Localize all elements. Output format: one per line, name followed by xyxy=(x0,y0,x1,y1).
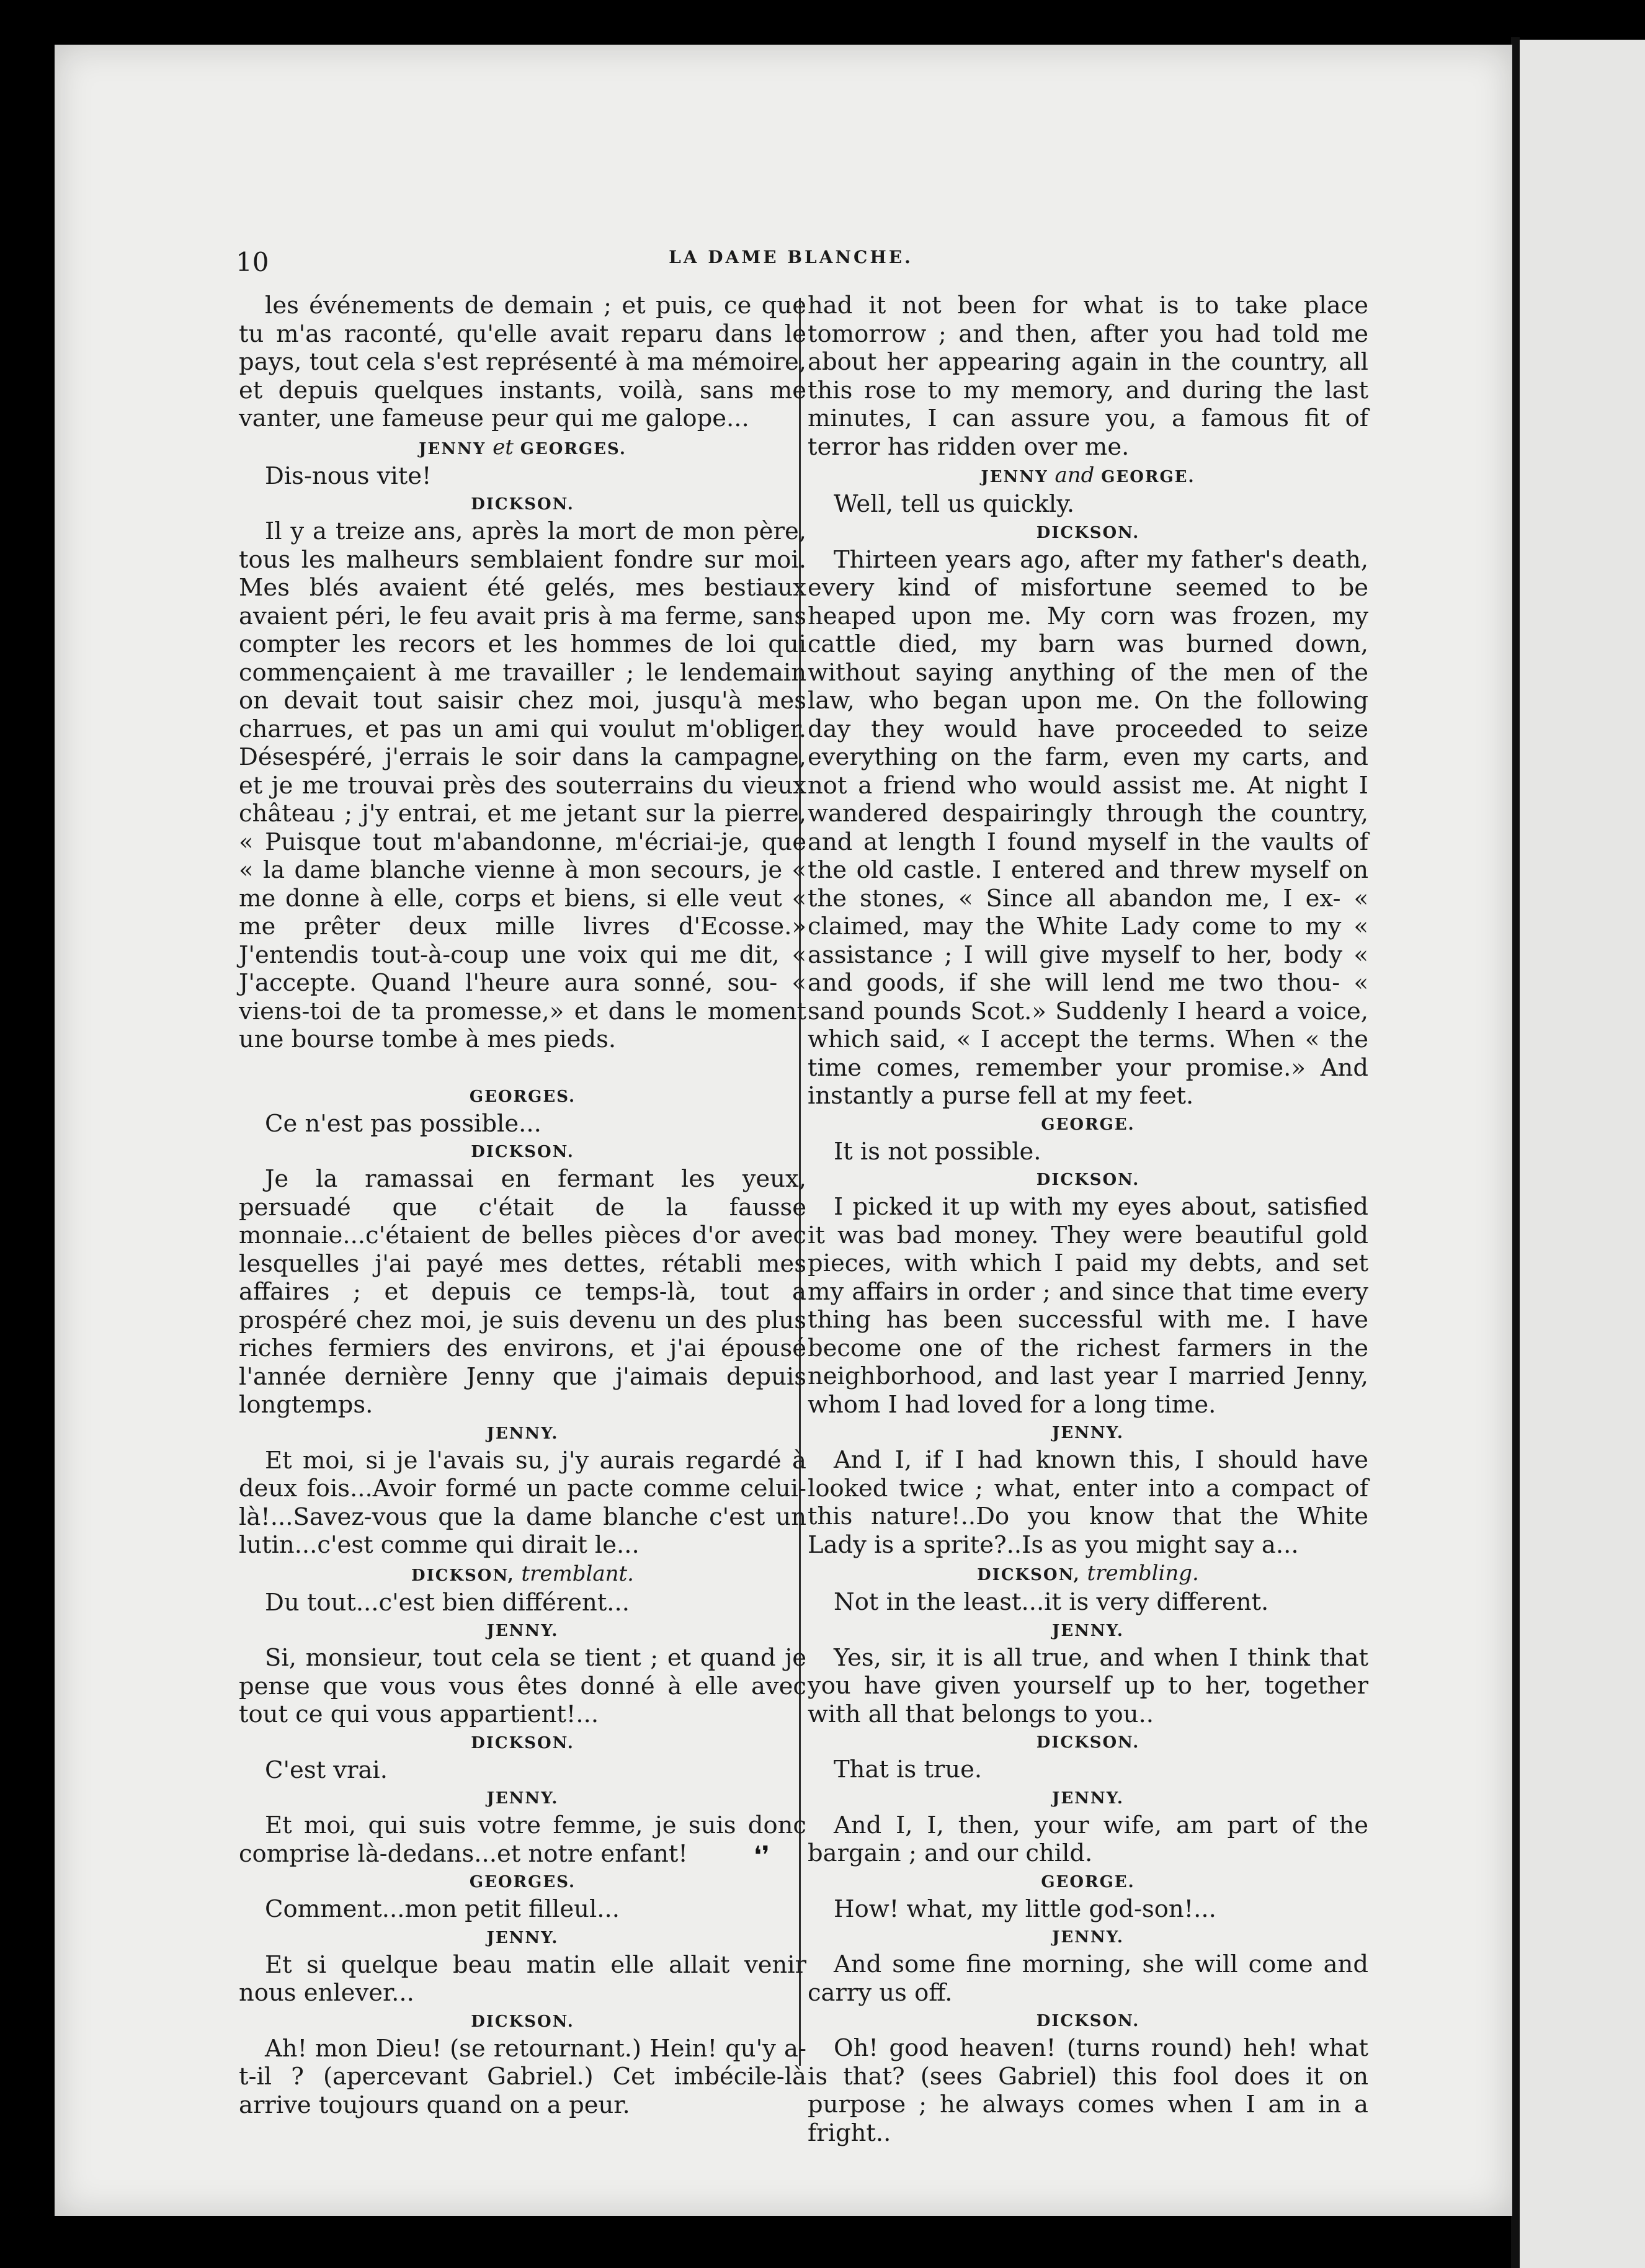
french-column xyxy=(239,292,806,2119)
speaker-name xyxy=(239,491,806,517)
speaker-label: DICKSON. xyxy=(471,495,574,514)
speaker-label: DICKSON. xyxy=(471,1733,574,1752)
speaker-name xyxy=(239,1785,806,1811)
speaker-name xyxy=(808,1730,1368,1756)
speaker-name xyxy=(808,1167,1368,1193)
speaker-label: JENNY xyxy=(419,439,486,458)
dialogue-line: Ce n'est pas possible... xyxy=(265,1109,542,1138)
speaker-name xyxy=(808,1560,1368,1588)
speaker-label: GEORGES. xyxy=(469,1087,576,1106)
dialogue-line: Dis-nous vite! xyxy=(265,462,432,490)
speaker-name xyxy=(239,1139,806,1165)
dialogue-paragraph: And I, I, then, your wife, am part of the bargain ; and our child. xyxy=(808,1811,1368,1867)
dialogue-line: That is true. xyxy=(834,1756,983,1784)
speaker-name xyxy=(239,1618,806,1644)
dialogue-paragraph: les événements de demain ; et puis, ce que tu m'as raconté, qu'elle avait reparu dans le pays, tout cela s'est représenté à ma mémoire, et depuis quelques instants, voilà, sans me vanter, une fameuse peur qui me galope... xyxy=(239,292,806,432)
speaker-label: JENNY. xyxy=(486,1424,559,1443)
stage-direction: tremblant. xyxy=(514,1561,634,1586)
page-number: 10 xyxy=(236,247,269,277)
stage-direction: trembling. xyxy=(1080,1561,1199,1586)
dialogue-paragraph: I picked it up with my eyes about, satisfied it was bad money. They were beautiful gold pieces, with which I paid my debts, and set my affairs in order ; and since that time every thing has been successful with me. I have become one of the richest farmers in the neighborhood, and last year I married Jenny, whom I had loved for a long time. xyxy=(808,1193,1368,1419)
speaker-label: DICKSON. xyxy=(1036,2012,1140,2030)
book-gutter xyxy=(1511,37,1520,2268)
speaker-label: DICKSON. xyxy=(471,2012,574,2031)
speaker-label: DICKSON, xyxy=(977,1566,1081,1584)
speaker-name xyxy=(808,2008,1368,2034)
speaker-label: JENNY. xyxy=(486,1622,559,1640)
speaker-conjunction: and xyxy=(1048,463,1102,488)
speaker-name xyxy=(239,1561,806,1589)
speaker-label: JENNY. xyxy=(1052,1424,1124,1442)
speaker-name xyxy=(808,1924,1368,1950)
dialogue-paragraph: had it not been for what is to take place tomorrow ; and then, after you had told me about her appearing again in the country, all this rose to my memory, and during the last minutes, I can assure you, a famous fit of terror has ridden over me. xyxy=(808,292,1368,461)
dialogue-paragraph: And I, if I had known this, I should have looked twice ; what, enter into a compact of this nature!..Do you know that the White Lady is a sprite?..Is as you might say a... xyxy=(808,1446,1368,1559)
facing-page-edge xyxy=(1518,40,1645,2268)
speaker-label: DICKSON. xyxy=(1036,1171,1140,1189)
speaker-name xyxy=(239,1869,806,1895)
speaker-name xyxy=(239,434,806,462)
speaker-label: JENNY xyxy=(981,468,1048,486)
dialogue-paragraph: Et si quelque beau matin elle allait venir nous enlever... xyxy=(239,1950,806,2007)
speaker-name xyxy=(808,1785,1368,1811)
speaker-name xyxy=(239,2009,806,2035)
speaker-label: JENNY. xyxy=(486,1928,559,1947)
speaker-label: DICKSON. xyxy=(1036,523,1140,542)
speaker-name xyxy=(808,1869,1368,1895)
speaker-name xyxy=(808,1112,1368,1138)
dialogue-paragraph: Ah! mon Dieu! (se retournant.) Hein! qu'y a-t-il ? (apercevant Gabriel.) Cet imbécile-là arrive toujours quand on a peur. xyxy=(239,2034,806,2119)
speaker-name xyxy=(239,1084,806,1110)
speaker-name xyxy=(239,1421,806,1447)
dialogue-line: It is not possible. xyxy=(834,1137,1041,1166)
dialogue-line: C'est vrai. xyxy=(265,1756,388,1784)
dialogue-paragraph: Thirteen years ago, after my father's death, every kind of misfortune seemed to be heaped upon me. My corn was frozen, my cattle died, my barn was burned down, without saying anything of the men of the law, who began upon me. On the following day they would have proceeded to seize everything on the farm, even my carts, and not a friend who would assist me. At night I wandered despairingly through the country, and at length I found myself in the vaults of the old castle. I entered and threw myself on the stones, « Since all abandon me, I ex- « claimed, may the White Lady come to my « assistance ; I will give myself to her, body « and goods, if she will lend me two thou- « sand pounds Scot.» Suddenly I heard a voice, which said, « I accept the terms. When « the time comes, remember your promise.» And instantly a purse fell at my feet. xyxy=(808,545,1368,1110)
speaker-label: GEORGES. xyxy=(520,439,626,458)
spacer xyxy=(239,1054,806,1083)
speaker-label: JENNY. xyxy=(1052,1928,1124,1947)
speaker-name xyxy=(808,1618,1368,1644)
dialogue-paragraph: Et moi, si je l'avais su, j'y aurais regardé à deux fois...Avoir formé un pacte comme celui-là!...Savez-vous que la dame blanche c'est un lutin...c'est comme qui dirait le... xyxy=(239,1446,806,1559)
english-column xyxy=(808,292,1368,2147)
speaker-label: DICKSON. xyxy=(471,1143,574,1161)
dialogue-paragraph: Si, monsieur, tout cela se tient ; et quand je pense que vous vous êtes donné à elle avec tout ce qui vous appartient!... xyxy=(239,1644,806,1728)
speaker-label: GEORGE. xyxy=(1101,468,1195,486)
dialogue-paragraph: Il y a treize ans, après la mort de mon père, tous les malheurs semblaient fondre sur moi. Mes blés avaient été gelés, mes bestiaux avaient péri, le feu avait pris à ma ferme, sans compter les recors et les hommes de loi qui commençaient à me travailler ; le lendemain on devait tout saisir chez moi, jusqu'à mes charrues, et pas un ami qui voulut m'obliger. Désespéré, j'errais le soir dans la campagne, et je me trouvai près des souterrains du vieux château ; j'y entrai, et me jetant sur la pierre, « Puisque tout m'abandonne, m'écriai-je, que « la dame blanche vienne à mon secours, je « me donne à elle, corps et biens, si elle veut « me prêter deux mille livres d'Ecosse.» J'entendis tout-à-coup une voix qui me dit, « J'accepte. Quand l'heure aura sonné, sou- « viens-toi de ta promesse,» et dans le moment une bourse tombe à mes pieds. xyxy=(239,517,806,1053)
speaker-label: JENNY. xyxy=(1052,1788,1124,1808)
running-title: LA DAME BLANCHE. xyxy=(669,247,913,267)
speaker-name xyxy=(808,520,1368,546)
dialogue-paragraph: And some fine morning, she will come and carry us off. xyxy=(808,1950,1368,2007)
page-header xyxy=(180,242,1402,279)
dialogue-line: Not in the least...it is very different. xyxy=(834,1588,1269,1616)
dialogue-paragraph: Oh! good heaven! (turns round) heh! what is that? (sees Gabriel) this fool does it on purpose ; he always comes when I am in a fright.. xyxy=(808,2034,1368,2147)
dialogue-paragraph: Yes, sir, it is all true, and when I think that you have given yourself up to her, together with all that belongs to you.. xyxy=(808,1643,1368,1728)
ink-blot: ❛❜ xyxy=(754,1841,770,1870)
speaker-name xyxy=(239,1925,806,1951)
speaker-conjunction: et xyxy=(486,434,520,460)
speaker-label: GEORGES. xyxy=(469,1873,576,1891)
dialogue-line: Well, tell us quickly. xyxy=(834,490,1075,518)
speaker-label: DICKSON, xyxy=(411,1566,515,1585)
dialogue-paragraph: Et moi, qui suis votre femme, je suis donc comprise là-dedans...et notre enfant! xyxy=(239,1811,806,1868)
speaker-name xyxy=(239,1730,806,1756)
dialogue-line: How! what, my little god-son!... xyxy=(834,1895,1216,1923)
speaker-label: JENNY. xyxy=(1052,1621,1124,1640)
speaker-label: JENNY. xyxy=(486,1789,559,1808)
dialogue-line: Du tout...c'est bien différent... xyxy=(265,1588,630,1617)
speaker-name xyxy=(808,1420,1368,1446)
dialogue-paragraph: Je la ramassai en fermant les yeux, persuadé que c'était de la fausse monnaie...c'étaient de belles pièces d'or avec lesquelles j'ai payé mes dettes, rétabli mes affaires ; et depuis ce temps-là, tout a prospéré chez moi, je suis devenu un des plus riches fermiers des environs, et j'ai épousé l'année dernière Jenny que j'aimais depuis longtemps. xyxy=(239,1165,806,1419)
speaker-label: DICKSON. xyxy=(1036,1733,1140,1752)
dialogue-line: Comment...mon petit filleul... xyxy=(265,1895,620,1923)
speaker-name xyxy=(808,462,1368,490)
speaker-label: GEORGE. xyxy=(1041,1872,1135,1891)
speaker-label: GEORGE. xyxy=(1041,1115,1135,1134)
